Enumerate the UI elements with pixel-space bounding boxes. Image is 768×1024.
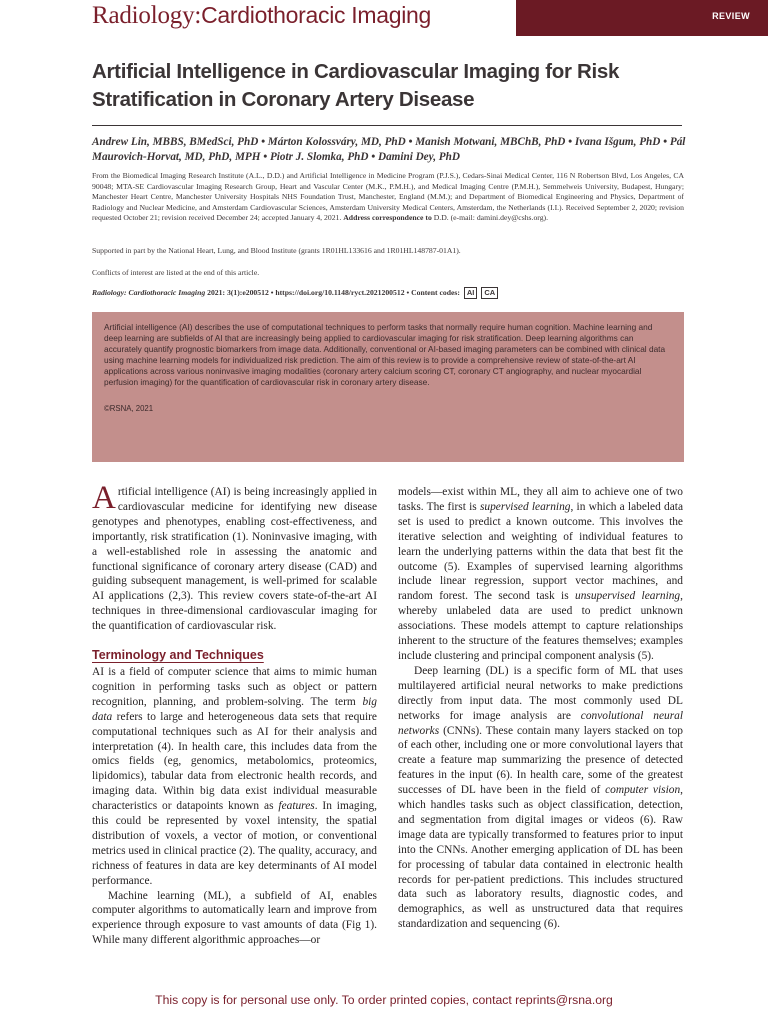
section-heading-terminology: Terminology and Techniques [92,648,264,663]
section-banner [516,0,768,36]
citation-journal: Radiology: Cardiothoracic Imaging [92,288,206,297]
abstract-copyright: ©RSNA, 2021 [104,404,154,413]
terminology-paragraph-1 [92,665,377,889]
term-computer-vision: computer vision [605,784,681,797]
term-unsupervised-learning: unsupervised learning [575,590,681,603]
deep-learning-paragraph [398,664,683,932]
citation-reference: 2021: 3(1):e200512 • https://doi.org/10.1148/ryct.2021200512 • Content codes: [205,288,460,297]
abstract-box [92,312,684,462]
intro-text: rtificial intelligence (AI) is being increasingly applied in cardiovascular medicine for identifying new disease genotypes and phenotypes, enabling cost-effectiveness, and importantly, risk stratification (1). Noninvasive imaging, with a well-established role in assessing the anatomic and functional significance of coronary artery disease (CAD) and guiding subsequent management, is well-primed for scalable AI applications (2,3). This review covers state-of-the-art AI techniques in three-dimensional cardiovascular imaging for the quantification of cardiovascular risk. [92,486,377,633]
body-column-right [398,485,683,932]
ml-tasks-paragraph [398,485,683,664]
affiliations [92,171,684,224]
page-header [0,0,768,36]
text-span: (CNNs). These contain many layers stacked on top of each other, including one or more convolutional layers that create a feature map summarizing the presence of detected features in the input (6). In health care, some of the greatest successes of DL have been in the field of [398,724,683,797]
content-code-ca[interactable]: CA [481,287,498,299]
term-supervised-learning: supervised learning [479,500,571,513]
conflicts-note: Conflicts of interest are listed at the end of this article. [92,268,260,277]
text-span: , whereby unlabeled data are used to predict unknown associations. These models attempt to capture relationships inherent to the structure of the features themselves; examples include clustering and principal component analysis (5). [398,590,683,662]
term-features: features [278,800,315,813]
correspondence-text: D.D. (e-mail: damini.dey@cshs.org). [433,213,549,223]
text-span: , in which a labeled data set is used to predict a known outcome. This involves the iterative selection and weighting of individual features to learn the underlying patterns within the data that best fit the outcome (5). Examples of supervised learning algorithms include linear regression, support vector machines, and random forest. The second task is [398,500,683,603]
author-list: Andrew Lin, MBBS, BMedSci, PhD • Márton Kolossváry, MD, PhD • Manish Motwani, MBChB, PhD • Ivana Išgum, PhD • Pál Maurovich-Horvat, MD, PhD, MPH • Piotr J. Slomka, PhD • Damini Dey, PhD [92,136,686,163]
funding-note: Supported in part by the National Heart, Lung, and Blood Institute (grants 1R01HL133616 and 1R01HL148787-01A1). [92,246,461,255]
reprint-footer[interactable]: This copy is for personal use only. To order printed copies, contact reprints@rsna.org [155,993,613,1007]
term-cnn: convolutional neural networks [398,709,683,737]
text-span: Deep learning (DL) is a specific form of ML that uses multilayered artificial neural networks to make predictions directly from input data. The most commonly used DL networks for image analysis are [398,664,683,722]
article-title: Artificial Intelligence in Cardiovascular Imaging for Risk Stratification in Coronary Artery Disease [92,60,620,111]
title-divider [92,125,682,126]
text-span: AI is a field of computer science that aims to mimic human cognition in performing tasks such as object or pattern recognition, planning, and problem-solving. The term [92,665,377,708]
section-label: REVIEW [712,11,750,21]
journal-logo [92,2,431,30]
text-span: , which handles tasks such as object classification, detection, and segmentation from digital images or videos (6). Raw image data are typically transformed to features prior to input into the CNNs. Another emerging application of DL has been for processing of tabular data contained in electronic health records for per-patient predictions. This includes structured data such as laboratory results, diagnostic codes, and demographics, as well as unstructured data that requires standardization and sequencing (6). [398,784,684,931]
text-span: refers to large and heterogeneous data sets that require computational techniques such as AI for their analysis and interpretation (4). In health care, this includes data from the omics fields (eg, genomics, metabolomics, proteomics, lipidomics), tabular data from electronic health records, and imaging data. Within big data exist individual measurable characteristics or datapoints known as [92,710,377,813]
term-big-data: big data [92,695,377,723]
drop-cap: A [92,480,116,516]
abstract-text: Artificial intelligence (AI) describes the use of computational techniques to perform tasks that normally require human cognition. Machine learning and deep learning are subfields of AI that are increasingly being applied to cardiovascular imaging for risk stratification. Deep learning algorithms can accurately quantify prognostic biomarkers from image data. Additionally, conventional or AI-based imaging parameters can be combined with clinical data using machine learning models for individualized risk prediction. The aim of this review is to provide a comprehensive review of state-of-the-art AI applications across various noninvasive imaging modalities (coronary artery calcium scoring CT, coronary CT angiography, and nuclear myocardial perfusion imaging) for the quantification of cardiovascular risk in coronary artery disease. [104,322,666,387]
content-code-ai[interactable]: AI [464,287,478,299]
text-span: models—exist within ML, they all aim to achieve one of two tasks. The first is [398,486,683,513]
journal-subtitle: Cardiothoracic Imaging [201,2,432,28]
body-column-left [92,480,377,948]
intro-paragraph [92,480,377,634]
terminology-paragraph-2: Machine learning (ML), a subfield of AI, enables computer algorithms to automatically learn and improve from experience through exposure to vast amounts of data (Fig 1). While many different algorithmic approaches—or [92,889,377,947]
text-span: . In imaging, this could be represented by voxel intensity, the spatial distribution of voxels, a vector of motion, or conventional metrics used in clinical practice (2). The quality, accuracy, and richness of features in data are key determinants of AI model performance. [92,800,377,887]
journal-name: Radiology [92,2,195,29]
journal-colon: : [194,2,202,29]
citation-line [92,287,684,299]
affiliations-text: From the Biomedical Imaging Research Institute (A.L., D.D.) and Artificial Intelligence in Medicine Program (P.J.S.), Cedars-Sinai Medical Center, 116 N Robertson Blvd, Los Angeles, CA 90048; MTA-SE Cardiovascular Imaging Research Group, Heart and Vascular Center (M.K., P.M.H.), and Medical Imaging Centre (P.M.H.), Semmelweis University, Budapest, Hungary; Manchester Heart Centre, Manchester University Hospitals NHS Foundation Trust, Manchester, England (M.M.); and Department of Biomedical Engineering and Physics, Department of Radiology and Nuclear Medicine, and Amsterdam Cardiovascular Sciences, Amsterdam University Medical Centers, Amsterdam, the Netherlands (I.I.). Received September 2, 2020; revision requested October 21; revision received December 24; accepted January 4, 2021. [92,171,684,223]
correspondence-label: Address correspondence to [343,213,432,223]
